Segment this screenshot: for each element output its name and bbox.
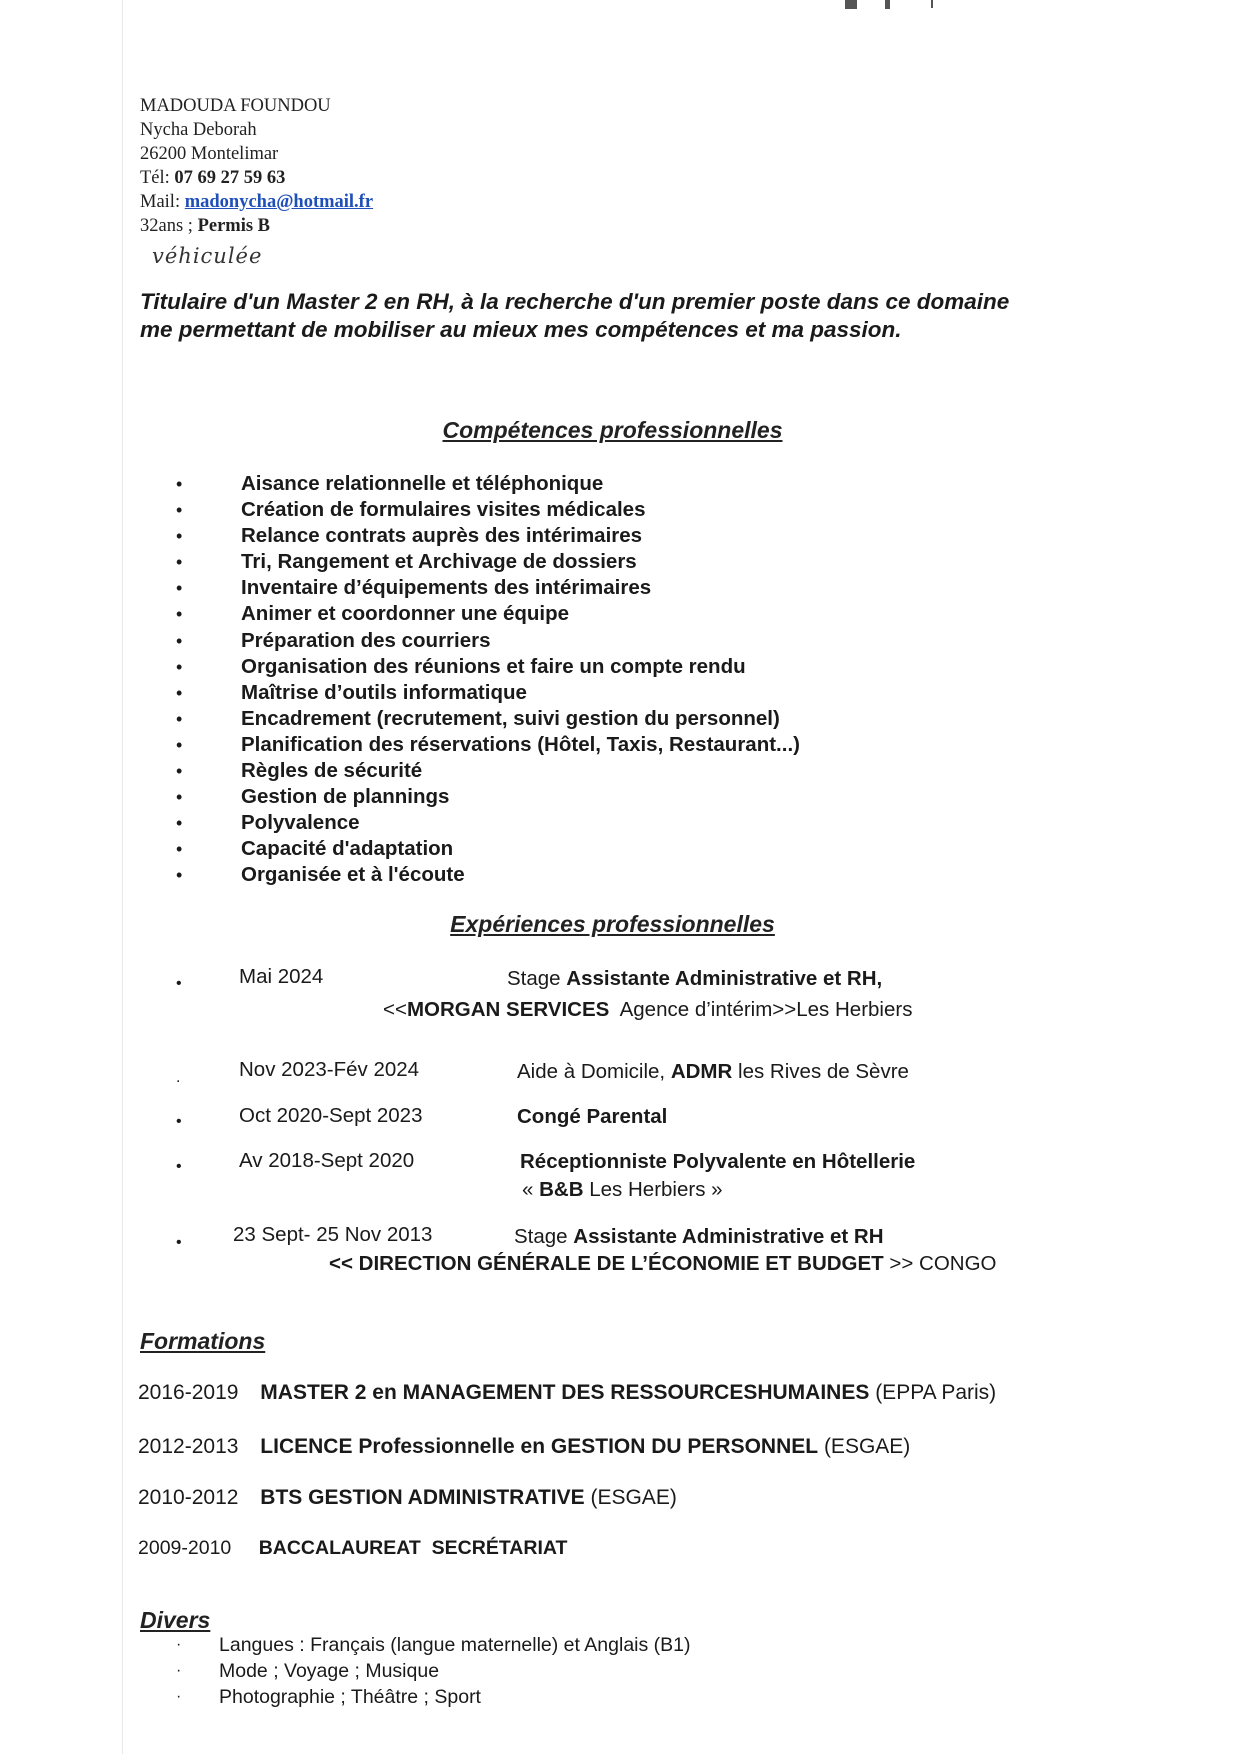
mail-line xyxy=(140,190,373,214)
bullet: • xyxy=(176,682,183,703)
bullet: · xyxy=(176,1688,182,1705)
skill-text: Tri, Rangement et Archivage de dossiers xyxy=(241,550,637,574)
skill-text: Polyvalence xyxy=(241,811,360,835)
bullet: • xyxy=(176,813,183,834)
bullet: • xyxy=(176,1234,182,1251)
bullet: • xyxy=(176,761,183,782)
bullet: • xyxy=(176,500,183,521)
skill-item xyxy=(0,758,1240,784)
skill-item xyxy=(0,784,1240,810)
bullet: • xyxy=(176,552,183,573)
skill-item xyxy=(0,680,1240,706)
bullet: • xyxy=(176,1113,182,1130)
skill-item xyxy=(0,471,1240,497)
skill-item xyxy=(0,497,1240,523)
formation-item xyxy=(138,1435,910,1459)
divers-list xyxy=(0,1632,1240,1710)
skill-text: Création de formulaires visites médicales xyxy=(241,498,646,522)
bullet: • xyxy=(176,1158,182,1175)
divers-item xyxy=(0,1632,1240,1658)
skill-item xyxy=(0,575,1240,601)
formation-degree: GESTION DU PERSONNEL xyxy=(550,1435,819,1458)
bullet: • xyxy=(176,656,183,677)
skill-text: Règles de sécurité xyxy=(241,759,423,783)
last-name: MADOUDA FOUNDOU xyxy=(140,96,331,116)
skill-item xyxy=(0,732,1240,758)
objective-statement: Titulaire d'un Master 2 en RH, à la recherche d'un premier poste dans ce domaine me permettant de mobiliser au mieux mes compétences et ma passion. xyxy=(140,289,1010,342)
bullet: . xyxy=(176,1069,181,1086)
formation-degree: LICENCE xyxy=(260,1435,353,1458)
divers-item xyxy=(0,1658,1240,1684)
skill-item xyxy=(0,862,1240,888)
phone-number: 07 69 27 59 63 xyxy=(174,168,286,188)
formations-title: Formations xyxy=(140,1328,266,1354)
formation-degree: MASTER 2 en MANAGEMENT DES RESSOURCESHUMAINES xyxy=(260,1381,870,1404)
divers-item xyxy=(0,1684,1240,1710)
skill-item xyxy=(0,654,1240,680)
city: 26200 Montelimar xyxy=(140,144,279,164)
skills-title: Compétences professionnelles xyxy=(442,417,783,443)
licence: Permis B xyxy=(197,216,270,236)
bullet: • xyxy=(176,865,183,886)
skill-text: Gestion de plannings xyxy=(241,785,450,809)
bullet: • xyxy=(176,975,182,992)
formation-item xyxy=(138,1381,996,1405)
skill-text: Aisance relationnelle et téléphonique xyxy=(241,472,604,495)
formation-years: 2012-2013 xyxy=(138,1435,239,1458)
age: 32ans ; xyxy=(140,216,193,236)
divers-text: Photographie ; Théâtre ; Sport xyxy=(219,1686,481,1708)
formation-years: 2010-2012 xyxy=(138,1486,239,1509)
divers-title: Divers xyxy=(140,1607,211,1633)
phone-line xyxy=(140,166,373,190)
divers-text: Mode ; Voyage ; Musique xyxy=(219,1660,440,1682)
handwritten-note: véhiculée xyxy=(152,244,263,268)
skill-text: Planification des réservations (Hôtel, Taxis, Restaurant...) xyxy=(241,732,800,756)
experience-org: << DIRECTION GÉNÉRALE DE L’ÉCONOMIE ET BUDGET >> CONGO xyxy=(329,1252,997,1275)
formation-item xyxy=(138,1486,677,1510)
mail-label: Mail: xyxy=(140,192,181,212)
skill-text: Encadrement (recrutement, suivi gestion du personnel) xyxy=(241,706,780,730)
experience-role: Stage Assistante Administrative et RH xyxy=(514,1225,884,1248)
divers-text: Langues : Français (langue maternelle) et Anglais (B1) xyxy=(219,1634,691,1656)
bullet: • xyxy=(176,839,183,860)
formation-degree: BTS GESTION ADMINISTRATIVE xyxy=(260,1486,585,1509)
experience-date: Av 2018-Sept 2020 xyxy=(239,1149,415,1172)
experience-role: Réceptionniste Polyvalente en Hôtellerie xyxy=(520,1150,916,1173)
bullet: • xyxy=(176,474,183,494)
experience-role: Aide à Domicile, ADMR les Rives de Sèvre xyxy=(517,1060,909,1083)
experience-role: Stage Assistante Administrative et RH, xyxy=(507,967,883,990)
formation-years: 2009-2010 xyxy=(138,1537,232,1559)
formation-item xyxy=(138,1537,567,1560)
bullet: · xyxy=(176,1636,182,1653)
skill-item xyxy=(0,810,1240,836)
skill-text: Organisée et à l'écoute xyxy=(241,863,465,887)
skill-item xyxy=(0,836,1240,862)
formation-school: (ESGAE) xyxy=(590,1486,677,1509)
experience-date: Nov 2023-Fév 2024 xyxy=(239,1058,420,1081)
first-name: Nycha Deborah xyxy=(140,120,257,140)
experience-date: Mai 2024 xyxy=(239,965,324,988)
mail-link[interactable]: madonycha@hotmail.fr xyxy=(184,192,374,212)
skill-text: Inventaire d’équipements des intérimaires xyxy=(241,576,652,600)
experience-title: Expériences professionnelles xyxy=(450,911,775,937)
skill-item xyxy=(0,523,1240,549)
bullet: • xyxy=(176,787,183,808)
experience-date: Oct 2020-Sept 2023 xyxy=(239,1104,423,1127)
skill-text: Préparation des courriers xyxy=(241,628,491,652)
formation-school: (EPPA Paris) xyxy=(875,1381,997,1404)
skill-text: Capacité d'adaptation xyxy=(241,837,454,861)
experience-org: <<MORGAN SERVICES Agence d’intérim>>Les Herbiers xyxy=(383,998,913,1021)
bullet: • xyxy=(176,578,183,599)
bullet: • xyxy=(176,708,183,729)
skill-item xyxy=(0,706,1240,732)
experience-org: « B&B Les Herbiers » xyxy=(522,1178,723,1201)
formation-degree: BACCALAUREAT SECRÉTARIAT xyxy=(258,1537,568,1559)
bullet: • xyxy=(176,604,183,625)
skill-item xyxy=(0,601,1240,627)
formation-school: (ESGAE) xyxy=(823,1435,911,1458)
bullet: • xyxy=(176,526,183,547)
bullet: · xyxy=(176,1662,182,1679)
formation-years: 2016-2019 xyxy=(138,1381,239,1404)
experience-role: Congé Parental xyxy=(517,1105,668,1128)
skill-item xyxy=(0,628,1240,654)
skill-text: Organisation des réunions et faire un compte rendu xyxy=(241,654,746,678)
experience-date: 23 Sept- 25 Nov 2013 xyxy=(233,1223,433,1246)
skills-list xyxy=(0,471,1240,889)
formation-degree: Professionnelle en xyxy=(358,1435,546,1458)
skill-text: Maîtrise d’outils informatique xyxy=(241,680,527,704)
skill-text: Relance contrats auprès des intérimaires xyxy=(241,524,643,548)
bullet: • xyxy=(176,630,183,651)
skill-text: Animer et coordonner une équipe xyxy=(241,602,570,626)
age-licence-line xyxy=(140,214,373,238)
phone-label: Tél: xyxy=(140,168,170,188)
contact-header xyxy=(140,94,373,238)
skill-item xyxy=(0,549,1240,575)
bullet: • xyxy=(176,734,183,755)
